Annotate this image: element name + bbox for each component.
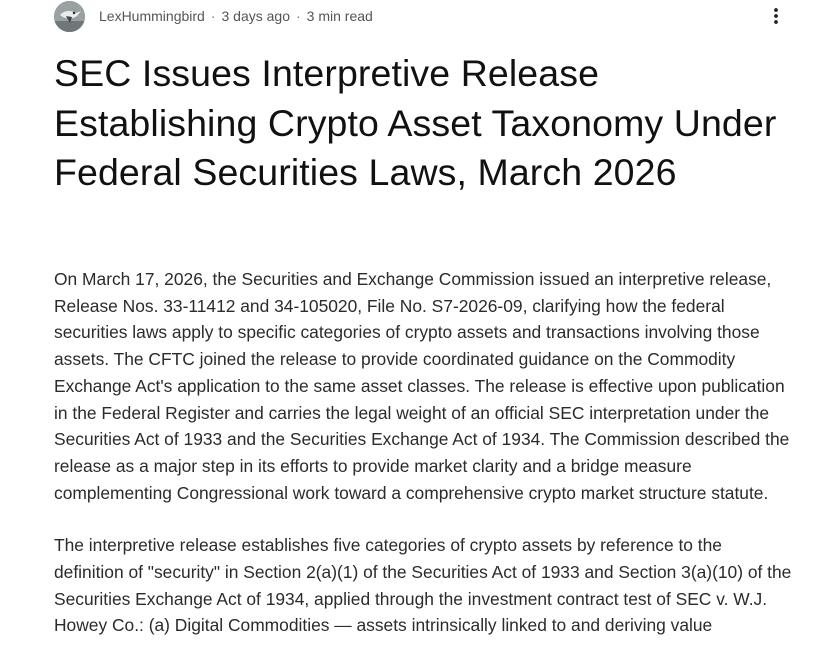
post-body [54,266,794,665]
vertical-ellipsis-icon [773,7,779,25]
read-time: 3 min read [306,8,373,24]
meta-separator: · [296,8,301,24]
more-options-button[interactable] [766,6,786,26]
meta-separator: · [210,8,216,24]
post-title: SEC Issues Interpretive Release Establishing Crypto Asset Taxonomy Under Federal Securities Laws, March 2026 [54,52,777,193]
author-avatar[interactable] [54,1,85,32]
body-paragraph: The interpretive release establishes five categories of crypto assets by reference to the definition of "security" in Section 2(a)(1) of the Securities Act of 1933 and Section 3(a)(10) of the Securities Exchange Act of 1934, applied through the investment contract test of SEC v. W.J. Howey Co.: (a) Digital Commodities — assets intrinsically linked to and deriving value [54,535,792,636]
post-meta-bar [54,0,794,32]
body-paragraph: On March 17, 2026, the Securities and Exchange Commission issued an interpretive release, Release Nos. 33-11412 and 34-105020, File No. S7-2026-09, clarifying how the federal securities laws apply to specific categories of crypto assets and transactions involving those assets. The CFTC joined the release to provide coordinated guidance on the Commodity Exchange Act's application to the same asset classes. The release is effective upon publication in the Federal Register and carries the legal weight of an official SEC interpretation under the Securities Act of 1933 and the Securities Exchange Act of 1934. The Commission described the release as a major step in its efforts to provide market clarity and a bridge measure complementing Congressional work toward a comprehensive crypto market structure statute. [54,269,790,503]
hummingbird-avatar-icon [54,1,85,32]
post-meta [99,8,373,24]
post-date: 3 days ago [221,8,290,24]
author-name[interactable]: LexHummingbird [99,8,205,24]
